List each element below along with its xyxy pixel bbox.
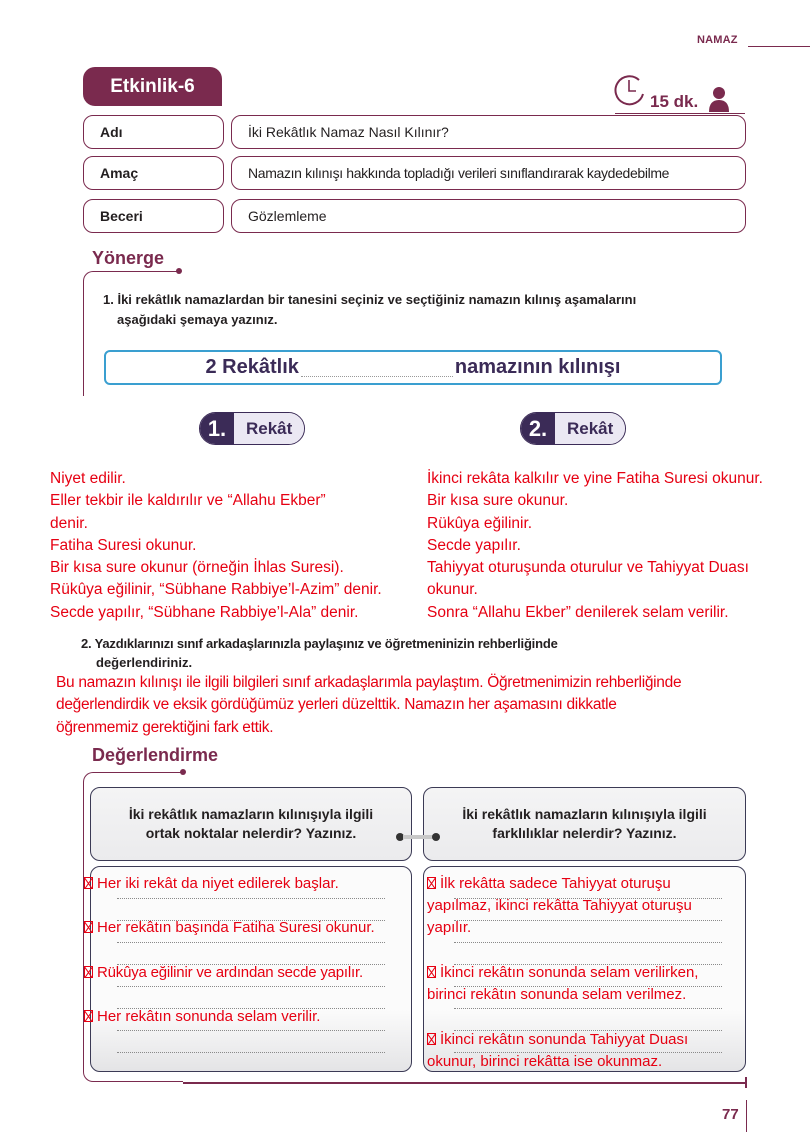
schema-blank[interactable] xyxy=(301,359,453,377)
question-1-cont: aşağıdaki şemaya yazınız. xyxy=(117,312,278,327)
rekat-2-number: 2. xyxy=(521,413,555,444)
rekat-1-badge xyxy=(199,412,305,445)
checkbox-icon xyxy=(427,1033,436,1045)
rekat-2-label: Rekât xyxy=(555,413,625,444)
field-value-name: İki Rekâtlık Namaz Nasıl Kılınır? xyxy=(231,115,746,149)
item-text: Her rekâtın sonunda selam verilir. xyxy=(97,1008,321,1025)
person-icon xyxy=(706,86,732,112)
answer-line: Rükûya eğilinir. xyxy=(427,514,533,532)
writing-line xyxy=(117,1052,385,1053)
item-line xyxy=(427,873,752,895)
question-line: İki rekâtlık namazların kılınışıyla ilgili xyxy=(128,806,374,822)
item-text: İkinci rekâtın sonunda Tahiyyat Duası xyxy=(440,1031,689,1048)
question-1: 1. İki rekâtlık namazlardan bir tanesini seçiniz ve seçtiğiniz namazın kılınış aşamalarını xyxy=(103,292,637,307)
item-text: İlk rekâtta sadece Tahiyyat oturuşu xyxy=(440,875,671,892)
question-line: ortak noktalar nelerdir? Yazınız. xyxy=(145,825,357,841)
activity-title: Etkinlik-6 xyxy=(83,67,222,106)
question-2-cont: değerlendiriniz. xyxy=(96,655,193,670)
item-line: yapılmaz, ikinci rekâtta Tahiyyat oturuşu xyxy=(427,897,692,914)
answer-line: İkinci rekâta kalkılır ve yine Fatiha Suresi okunur. xyxy=(427,470,763,487)
common-point-item xyxy=(84,962,363,984)
evaluation-bottom-rule xyxy=(183,1082,746,1084)
item-line: yapılır. xyxy=(427,919,472,936)
difference-item xyxy=(427,1029,752,1073)
difference-item xyxy=(427,873,752,939)
question-line: İki rekâtlık namazların kılınışıyla ilgili xyxy=(462,806,707,822)
checkbox-icon xyxy=(84,966,93,978)
running-head-rule xyxy=(748,46,810,47)
answer-line: değerlendirdik ve eksik gördüğümüz yerleri düzelttik. Namazın her aşamasını dikkatle xyxy=(56,696,617,714)
page-number-rule xyxy=(746,1100,747,1132)
writing-line xyxy=(454,1008,722,1009)
clock-icon xyxy=(613,72,649,108)
checkbox-icon xyxy=(427,966,436,978)
writing-line xyxy=(117,942,385,943)
field-value-skill: Gözlemleme xyxy=(231,199,746,233)
bracket-dot xyxy=(180,769,186,775)
rekat-1-answers xyxy=(50,468,430,624)
checkbox-icon xyxy=(84,877,93,889)
rekat-2-badge xyxy=(520,412,626,445)
answer-line: öğrenmemiz gerektiğini fark ettik. xyxy=(56,718,274,736)
writing-line xyxy=(117,1030,385,1031)
checkbox-icon xyxy=(84,1010,93,1022)
answer-line: Sonra “Allahu Ekber” denilerek selam verilir. xyxy=(427,603,729,621)
link-connector-icon xyxy=(395,832,441,842)
writing-line xyxy=(117,986,385,987)
item-text: Rükûya eğilinir ve ardından secde yapılır. xyxy=(97,964,363,981)
bracket-dot xyxy=(176,268,182,274)
answer-line: Secde yapılır. xyxy=(427,536,521,554)
evaluation-title: Değerlendirme xyxy=(92,745,219,765)
schema-suffix: namazının kılınışı xyxy=(454,356,621,378)
item-text: Her iki rekât da niyet edilerek başlar. xyxy=(97,875,339,892)
answer-line: Bir kısa sure okunur. xyxy=(427,492,569,510)
rekat-1-number: 1. xyxy=(200,413,234,444)
question-2: 2. Yazdıklarınızı sınıf arkadaşlarınızla paylaşınız ve öğretmeninizin rehberliğinde xyxy=(81,636,558,651)
question-line: farklılıklar nelerdir? Yazınız. xyxy=(492,825,677,841)
duration-rule xyxy=(615,113,745,114)
answer-line: Rükûya eğilinir, “Sübhane Rabbiye’l-Azim” denir. xyxy=(50,581,382,599)
common-points-question xyxy=(90,787,412,861)
running-head: NAMAZ xyxy=(697,34,738,46)
answer-line: Bir kısa sure okunur (örneğin İhlas Suresi). xyxy=(50,559,344,577)
item-line: birinci rekâtın sonunda selam verilmez. xyxy=(427,986,687,1003)
answer-line: denir. xyxy=(50,514,88,532)
field-label-name: Adı xyxy=(83,115,224,149)
answer-line: Eller tekbir ile kaldırılır ve “Allahu Ekber” xyxy=(50,492,326,510)
common-point-item xyxy=(84,873,339,895)
answer-line: okunur. xyxy=(427,581,478,599)
answer-line: Bu namazın kılınışı ile ilgili bilgileri sınıf arkadaşlarımla paylaştım. Öğretmenimizin rehberliğinde xyxy=(56,674,682,691)
rekat-1-label: Rekât xyxy=(234,413,304,444)
writing-line xyxy=(454,942,722,943)
answer-line: Fatiha Suresi okunur. xyxy=(50,536,197,554)
answer-line: Niyet edilir. xyxy=(50,470,126,487)
rekat-2-answers xyxy=(427,468,810,624)
instructions-title: Yönerge xyxy=(92,248,165,268)
page-number: 77 xyxy=(722,1106,739,1123)
answer-line: Secde yapılır, “Sübhane Rabbiye’l-Ala” denir. xyxy=(50,603,359,621)
checkbox-icon xyxy=(84,921,93,933)
schema-title-box xyxy=(104,350,722,385)
checkbox-icon xyxy=(427,877,436,889)
differences-question xyxy=(423,787,746,861)
field-value-goal: Namazın kılınışı hakkında topladığı verileri sınıflandırarak kaydedebilme xyxy=(231,156,746,190)
field-label-goal: Amaç xyxy=(83,156,224,190)
item-line xyxy=(427,962,752,984)
item-text: Her rekâtın başında Fatiha Suresi okunur. xyxy=(97,919,375,936)
common-point-item xyxy=(84,917,375,939)
difference-item xyxy=(427,962,752,1006)
writing-line xyxy=(117,898,385,899)
question-2-answer xyxy=(56,672,810,739)
rule-end-tick xyxy=(745,1077,747,1088)
item-text: İkinci rekâtın sonunda selam verilirken, xyxy=(440,964,699,981)
answer-line: Tahiyyat oturuşunda oturulur ve Tahiyyat Duası xyxy=(427,559,749,577)
schema-prefix: 2 Rekâtlık xyxy=(205,356,299,378)
duration-label: 15 dk. xyxy=(650,92,699,111)
common-point-item xyxy=(84,1006,320,1028)
field-label-skill: Beceri xyxy=(83,199,224,233)
item-line xyxy=(427,1029,752,1051)
item-line: okunur, birinci rekâtta ise okunmaz. xyxy=(427,1053,663,1070)
